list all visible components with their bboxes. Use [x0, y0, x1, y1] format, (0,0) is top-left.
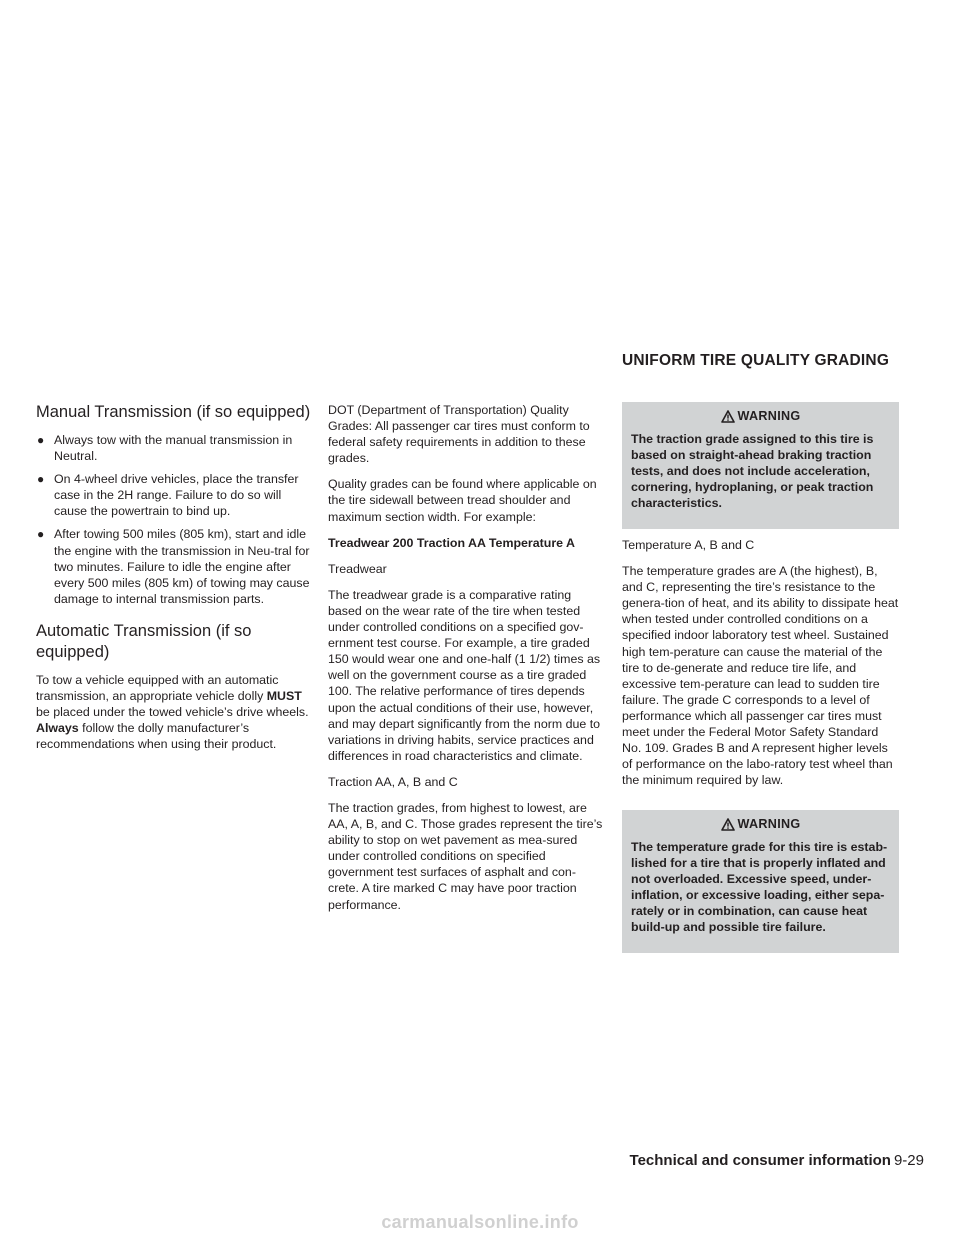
traction-warning-box	[622, 402, 899, 529]
list-item	[36, 471, 316, 519]
list-item-text: Always tow with the manual transmission in Neutral.	[54, 433, 293, 464]
bullet-icon: ●	[37, 433, 45, 447]
list-item-text: On 4-wheel drive vehicles, place the transfer case in the 2H range. Failure to do so will cause the powertrain to bind up.	[54, 472, 299, 519]
auto-text-part: To tow a vehicle equipped with an automatic transmission, an appropriate vehicle dolly	[36, 672, 279, 704]
page-footer	[590, 1152, 924, 1169]
warning-text: The temperature grade for this tire is estab-lished for a tire that is properly inflated and not overloaded. Excessive speed, under-inflation, or excessive loading, either sepa-rately or in combination, can cause heat build-up and possible tire failure.	[631, 840, 888, 935]
traction-subheading: Traction AA, A, B and C	[328, 774, 458, 789]
manual-transmission-title: Manual Transmission (if so equipped)	[36, 403, 311, 421]
list-item	[36, 432, 316, 464]
warning-triangle-icon	[721, 410, 735, 423]
left-column	[36, 402, 316, 762]
warning-label: WARNING	[737, 817, 801, 832]
treadwear-subheading: Treadwear	[328, 561, 387, 576]
grade-example: Treadwear 200 Traction AA Temperature A	[328, 535, 575, 550]
quality-location-paragraph: Quality grades can be found where applicable on the tire sidewall between tread shoulder and maximum section width. For example:	[328, 477, 597, 524]
dot-intro-paragraph: DOT (Department of Transportation) Quality Grades: All passenger car tires must conform to federal safety requirements in addition to these grades.	[328, 403, 590, 466]
always-emphasis: Always	[36, 721, 79, 736]
warning-header	[628, 816, 893, 832]
must-emphasis: MUST	[266, 689, 302, 704]
traction-paragraph: The traction grades, from highest to lowest, are AA, A, B, and C. Those grades represent the tire’s ability to stop on wet pavement as mea-sured under controlled conditions on specified government test surfaces of asphalt and con-crete. A tire marked C may have poor traction performance.	[328, 800, 603, 912]
temperature-subheading: Temperature A, B and C	[622, 538, 755, 552]
list-item	[36, 526, 316, 606]
auto-text-part: be placed under the towed vehicle’s drive wheels.	[36, 705, 309, 720]
temperature-warning-box	[622, 810, 899, 953]
middle-column	[328, 402, 605, 923]
list-item-text: After towing 500 miles (805 km), start and idle the engine with the transmission in Neu-tral for two minutes. Failure to idle the engine after every 500 miles (805 km) of towing may cause damage to internal transmission parts.	[54, 527, 310, 606]
manual-transmission-list	[36, 432, 316, 607]
auto-text-part: follow the dolly manufacturer’s recommendations when using their product.	[36, 721, 277, 752]
automatic-transmission-title: Automatic Transmission (if so equipped)	[36, 621, 252, 661]
warning-triangle-icon	[721, 818, 735, 831]
footer-section-title: Technical and consumer information	[629, 1152, 891, 1169]
page-number: 9-29	[893, 1152, 924, 1169]
treadwear-paragraph: The treadwear grade is a comparative rating based on the wear rate of the tire when tested under controlled conditions on a specified gov-ernment test course. For example, a tire graded 150 would wear one and one-half (1 1/2) times as well on the government course as a tire graded 100. The relative performance of tires depends upon the actual conditions of their use, however, and may depart significantly from the norm due to variations in driving habits, service practices and differences in road characteristics and climate.	[328, 587, 601, 763]
bullet-icon: ●	[37, 527, 45, 542]
page-heading: UNIFORM TIRE QUALITY GRADING	[622, 352, 890, 369]
warning-label: WARNING	[737, 409, 801, 423]
temperature-paragraph: The temperature grades are A (the highest), B, and C, representing the tire’s resistance to the genera-tion of heat, and its ability to dissipate heat when tested under controlled conditions on a specified indoor laboratory test wheel. Sustained high tem-perature can cause the material of the tire to de-generate and reduce tire life, and excessive tem-perature can lead to sudden tire failure. The grade C corresponds to a level of performance which all passenger car tires must meet under the Federal Motor Safety Standard No. 109. Grades B and A represent higher levels of performance on the labo-ratory test wheel than the minimum required by law.	[622, 564, 899, 788]
right-column	[622, 402, 899, 961]
warning-header	[628, 408, 893, 424]
warning-text: The traction grade assigned to this tire is based on straight-ahead braking traction tests, and does not include acceleration, cornering, hydroplaning, or peak traction characteristics.	[631, 432, 874, 510]
bullet-icon: ●	[37, 472, 45, 487]
watermark: carmanualsonline.info	[381, 1212, 579, 1232]
automatic-transmission-text	[36, 672, 316, 752]
